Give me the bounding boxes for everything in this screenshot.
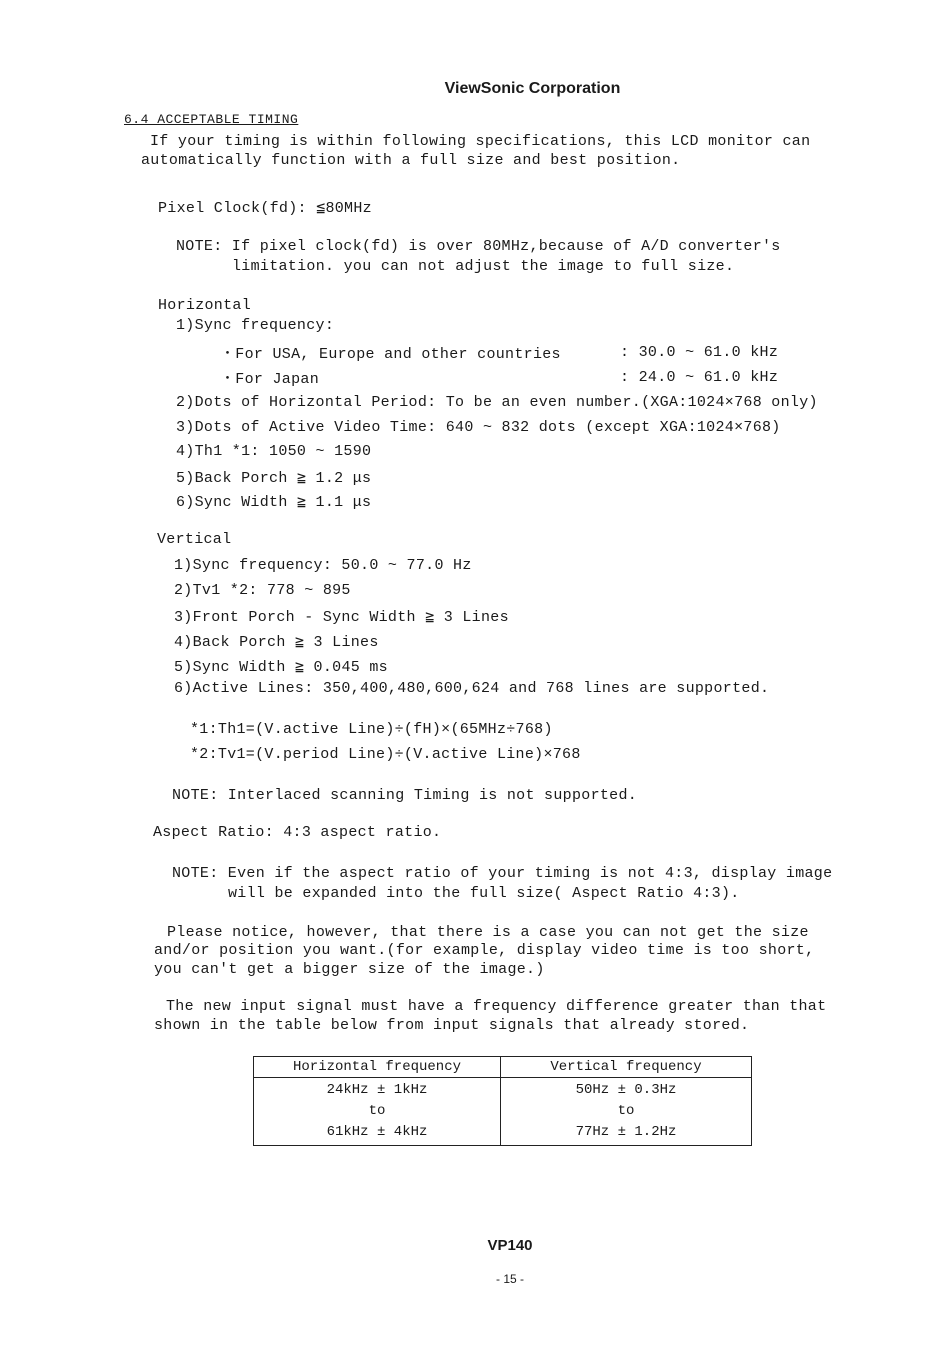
frequency-table <box>253 1056 752 1146</box>
vertical-item-2: 2)Tv1 *2: 778 ~ 895 <box>174 582 351 599</box>
horizontal-japan-value: : 24.0 ~ 61.0 kHz <box>620 369 779 386</box>
model-name: VP140 <box>487 1237 533 1254</box>
horizontal-to: to <box>368 1103 386 1119</box>
intro-line-1: If your timing is within following specifications, this LCD monitor can <box>150 133 811 150</box>
vertical-to: to <box>617 1103 635 1119</box>
horizontal-sync-frequency: 1)Sync frequency: <box>176 317 335 334</box>
footnote-1: *1:Th1=(V.active Line)÷(fH)×(65MHz÷768) <box>190 721 553 738</box>
signal-line-1: The new input signal must have a frequency difference greater than that <box>166 998 827 1015</box>
table-row <box>254 1078 752 1146</box>
vertical-heading: Vertical <box>157 531 232 548</box>
vertical-item-4: 4)Back Porch ≧ 3 Lines <box>174 634 379 651</box>
notice-line-3: you can't get a bigger size of the image.) <box>154 961 545 978</box>
vertical-item-3: 3)Front Porch - Sync Width ≧ 3 Lines <box>174 609 509 626</box>
horizontal-max: 61kHz ± 4kHz <box>326 1124 428 1140</box>
interlace-note: NOTE: Interlaced scanning Timing is not supported. <box>172 787 638 804</box>
table-header-vertical: Vertical frequency <box>501 1057 752 1078</box>
horizontal-heading: Horizontal <box>158 297 252 314</box>
horizontal-item-3: 3)Dots of Active Video Time: 640 ~ 832 dots (except XGA:1024×768) <box>176 419 781 436</box>
horizontal-item-5: 5)Back Porch ≧ 1.2 μs <box>176 470 372 487</box>
aspect-ratio-line: Aspect Ratio: 4:3 aspect ratio. <box>153 824 442 841</box>
vertical-min: 50Hz ± 0.3Hz <box>575 1082 677 1098</box>
intro-line-2: automatically function with a full size and best position. <box>141 152 681 169</box>
vertical-item-5: 5)Sync Width ≧ 0.045 ms <box>174 659 388 676</box>
pixel-clock-note-1: NOTE: If pixel clock(fd) is over 80MHz,because of A/D converter's <box>176 238 781 255</box>
notice-line-2: and/or position you want.(for example, display video time is too short, <box>154 942 815 959</box>
pixel-clock-note-2: limitation. you can not adjust the image to full size. <box>232 258 735 275</box>
horizontal-item-2: 2)Dots of Horizontal Period: To be an even number.(XGA:1024×768 only) <box>176 394 818 411</box>
footnote-2: *2:Tv1=(V.period Line)÷(V.active Line)×768 <box>190 746 581 763</box>
horizontal-item-6: 6)Sync Width ≧ 1.1 μs <box>176 494 372 511</box>
horizontal-usa-label: ・For USA, Europe and other countries <box>220 346 561 363</box>
notice-line-1: Please notice, however, that there is a case you can not get the size <box>167 924 809 941</box>
vertical-max: 77Hz ± 1.2Hz <box>575 1124 677 1140</box>
company-header: ViewSonic Corporation <box>444 80 621 97</box>
horizontal-usa-value: : 30.0 ~ 61.0 kHz <box>620 344 779 361</box>
aspect-note-1: NOTE: Even if the aspect ratio of your timing is not 4:3, display image <box>172 865 833 882</box>
signal-line-2: shown in the table below from input signals that already stored. <box>154 1017 750 1034</box>
horizontal-item-4: 4)Th1 *1: 1050 ~ 1590 <box>176 443 372 460</box>
vertical-item-1: 1)Sync frequency: 50.0 ~ 77.0 Hz <box>174 557 472 574</box>
table-header-horizontal: Horizontal frequency <box>254 1057 501 1078</box>
table-header-row <box>254 1057 752 1078</box>
vertical-item-6: 6)Active Lines: 350,400,480,600,624 and 768 lines are supported. <box>174 680 770 697</box>
table-cell-horizontal <box>254 1078 501 1146</box>
horizontal-min: 24kHz ± 1kHz <box>326 1082 428 1098</box>
page-number: - 15 - <box>495 1272 524 1286</box>
horizontal-japan-label: ・For Japan <box>220 371 320 388</box>
aspect-note-2: will be expanded into the full size( Aspect Ratio 4:3). <box>228 885 740 902</box>
pixel-clock-line: Pixel Clock(fd): ≦80MHz <box>158 200 372 217</box>
section-title: 6.4 ACCEPTABLE TIMING <box>124 112 299 127</box>
table-cell-vertical <box>501 1078 752 1146</box>
